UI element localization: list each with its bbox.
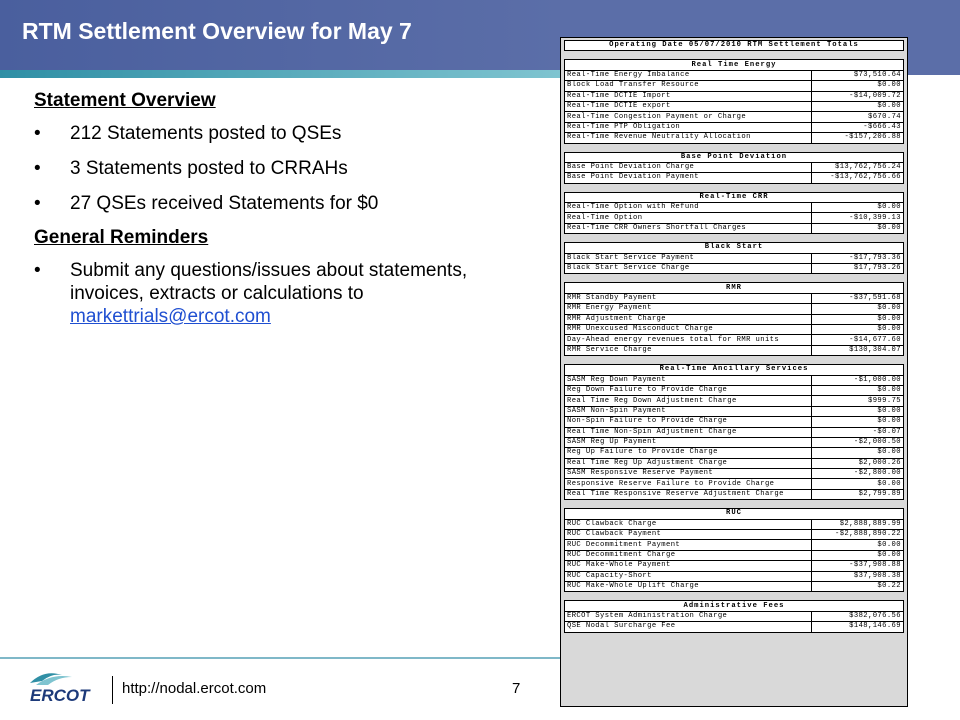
row-value: -$2,000.50 — [812, 437, 904, 447]
bullet-icon: • — [34, 158, 41, 179]
table-row — [565, 133, 904, 143]
footer-url[interactable]: http://nodal.ercot.com — [122, 680, 267, 697]
row-value: $0.00 — [812, 101, 904, 111]
table-row — [565, 479, 904, 489]
row-label: Real-Time DCTIE export — [565, 101, 812, 111]
spacer-row — [565, 234, 904, 243]
row-label: Day-Ahead energy revenues total for RMR units — [565, 335, 812, 345]
table-row — [565, 406, 904, 416]
row-label: Real-Time CRR Owners Shortfall Charges — [565, 223, 812, 233]
table-row — [565, 561, 904, 571]
table-row — [565, 324, 904, 334]
bullet-icon: • — [34, 193, 41, 214]
row-label: SASM Reg Down Payment — [565, 375, 812, 385]
section-header-row — [565, 60, 904, 70]
row-value: $0.00 — [812, 81, 904, 91]
row-label: RMR Service Charge — [565, 345, 812, 355]
row-label: Non-Spin Failure to Provide Charge — [565, 417, 812, 427]
row-value: $2,000.26 — [812, 458, 904, 468]
table-row — [565, 489, 904, 499]
row-value: $73,510.64 — [812, 70, 904, 80]
row-value: -$0.07 — [812, 427, 904, 437]
row-label: Base Point Deviation Payment — [565, 173, 812, 183]
table-row — [565, 385, 904, 395]
table-row — [565, 223, 904, 233]
row-label: Black Start Service Payment — [565, 253, 812, 263]
table-row — [565, 203, 904, 213]
row-label: Real Time Responsive Reserve Adjustment Charge — [565, 489, 812, 499]
row-value: $0.00 — [812, 223, 904, 233]
table-row — [565, 540, 904, 550]
row-label: Real-Time Energy Imbalance — [565, 70, 812, 80]
row-label: RMR Unexcused Misconduct Charge — [565, 324, 812, 334]
row-label: Real-Time Option — [565, 213, 812, 223]
table-row — [565, 458, 904, 468]
table-row — [565, 437, 904, 447]
row-value: -$2,888,890.22 — [812, 530, 904, 540]
row-label: RUC Make-Whole Payment — [565, 561, 812, 571]
section-header: Real-Time Ancillary Services — [565, 365, 904, 375]
table-row — [565, 530, 904, 540]
general-reminders-heading: General Reminders — [34, 227, 209, 248]
row-value: $0.00 — [812, 406, 904, 416]
table-row — [565, 519, 904, 529]
reminder-text: Submit any questions/issues about statements, invoices, extracts or calculations to — [70, 260, 468, 304]
row-value: $0.00 — [812, 550, 904, 560]
spacer-row — [565, 51, 904, 60]
footer-divider — [0, 657, 560, 659]
section-header: RUC — [565, 509, 904, 519]
row-label: Real Time Reg Up Adjustment Charge — [565, 458, 812, 468]
table-row — [565, 417, 904, 427]
logo-text: ERCOT — [30, 686, 90, 705]
row-label: Real-Time PTP Obligation — [565, 122, 812, 132]
row-label: QSE Nodal Surcharge Fee — [565, 622, 812, 632]
table-row — [565, 427, 904, 437]
row-value: $17,793.26 — [812, 264, 904, 274]
row-value: -$10,399.13 — [812, 213, 904, 223]
row-value: $999.75 — [812, 396, 904, 406]
row-value: $148,146.69 — [812, 622, 904, 632]
section-header: Administrative Fees — [565, 601, 904, 611]
section-header-row — [565, 192, 904, 202]
table-row — [565, 314, 904, 324]
spacer-row — [565, 356, 904, 365]
row-value: $670.74 — [812, 112, 904, 122]
row-value: $0.00 — [812, 448, 904, 458]
table-row — [565, 101, 904, 111]
row-value: $2,799.89 — [812, 489, 904, 499]
page-number: 7 — [512, 680, 521, 697]
ercot-logo — [22, 667, 102, 707]
page-title: RTM Settlement Overview for May 7 — [22, 18, 412, 44]
row-value: $382,076.56 — [812, 611, 904, 621]
table-row — [565, 162, 904, 172]
row-label: RUC Capacity-Short — [565, 571, 812, 581]
table-row — [565, 396, 904, 406]
table-row — [565, 70, 904, 80]
row-value: $0.00 — [812, 314, 904, 324]
row-label: Real-Time Congestion Payment or Charge — [565, 112, 812, 122]
row-value: -$37,591.68 — [812, 293, 904, 303]
table-title: Operating Date 05/07/2010 RTM Settlement Totals — [565, 41, 904, 51]
row-value: $2,888,889.99 — [812, 519, 904, 529]
row-label: Block Load Transfer Resource — [565, 81, 812, 91]
section-header-row — [565, 243, 904, 253]
row-label: SASM Responsive Reserve Payment — [565, 469, 812, 479]
row-value: -$1,000.00 — [812, 375, 904, 385]
table-row — [565, 448, 904, 458]
spacer-row — [565, 500, 904, 509]
table-row — [565, 293, 904, 303]
table-row — [565, 345, 904, 355]
row-label: Base Point Deviation Charge — [565, 162, 812, 172]
row-value: -$666.43 — [812, 122, 904, 132]
table-row — [565, 122, 904, 132]
list-item: • 3 Statements posted to CRRAHs — [34, 158, 348, 179]
table-row — [565, 304, 904, 314]
list-item: • 212 Statements posted to QSEs — [34, 123, 342, 144]
table-row — [565, 469, 904, 479]
row-value: -$37,908.88 — [812, 561, 904, 571]
settlement-totals-table — [564, 40, 904, 633]
table-row — [565, 264, 904, 274]
spacer-row — [565, 143, 904, 152]
table-row — [565, 91, 904, 101]
row-value: -$157,206.88 — [812, 133, 904, 143]
list-item: • 27 QSEs received Statements for $0 — [34, 193, 379, 214]
table-row — [565, 550, 904, 560]
table-row — [565, 213, 904, 223]
section-header: Black Start — [565, 243, 904, 253]
row-label: Reg Up Failure to Provide Charge — [565, 448, 812, 458]
section-header: Real Time Energy — [565, 60, 904, 70]
row-value: -$14,009.72 — [812, 91, 904, 101]
bullet-icon: • — [34, 123, 41, 144]
spacer-row — [565, 183, 904, 192]
header-stripe — [0, 70, 560, 78]
row-value: $0.00 — [812, 304, 904, 314]
statement-overview-heading: Statement Overview — [34, 90, 216, 111]
table-row — [565, 112, 904, 122]
section-header: RMR — [565, 283, 904, 293]
section-header-row — [565, 601, 904, 611]
section-header-row — [565, 283, 904, 293]
section-header-row — [565, 365, 904, 375]
row-value: $0.22 — [812, 581, 904, 591]
table-row — [565, 173, 904, 183]
table-row — [565, 622, 904, 632]
row-label: Real-Time Revenue Neutrality Allocation — [565, 133, 812, 143]
row-label: SASM Non-Spin Payment — [565, 406, 812, 416]
spacer-row — [565, 592, 904, 601]
main-content — [34, 90, 534, 340]
table-row — [565, 581, 904, 591]
table-row — [565, 571, 904, 581]
section-header-row — [565, 509, 904, 519]
row-value: $0.00 — [812, 324, 904, 334]
row-value: $0.00 — [812, 479, 904, 489]
section-header: Real-Time CRR — [565, 192, 904, 202]
row-label: RUC Clawback Payment — [565, 530, 812, 540]
row-label: SASM Reg Up Payment — [565, 437, 812, 447]
section-header-row — [565, 152, 904, 162]
row-label: ERCOT System Administration Charge — [565, 611, 812, 621]
row-label: RUC Decommitment Charge — [565, 550, 812, 560]
row-value: -$2,800.00 — [812, 469, 904, 479]
row-value: $130,304.07 — [812, 345, 904, 355]
row-value: $0.00 — [812, 385, 904, 395]
footer-separator — [112, 676, 113, 704]
row-label: RUC Decommitment Payment — [565, 540, 812, 550]
row-label: RMR Adjustment Charge — [565, 314, 812, 324]
list-item — [34, 259, 534, 328]
row-label: Real-Time DCTIE Import — [565, 91, 812, 101]
row-label: Real Time Non-Spin Adjustment Charge — [565, 427, 812, 437]
row-value: $37,908.38 — [812, 571, 904, 581]
settlement-table-panel — [560, 37, 908, 707]
row-label: RMR Energy Payment — [565, 304, 812, 314]
row-value: $0.00 — [812, 417, 904, 427]
row-label: Real-Time Option with Refund — [565, 203, 812, 213]
bullet-icon: • — [34, 260, 41, 281]
row-value: $0.00 — [812, 203, 904, 213]
row-value: $13,762,756.24 — [812, 162, 904, 172]
email-link[interactable]: markettrials@ercot.com — [70, 306, 271, 327]
row-value: -$14,677.60 — [812, 335, 904, 345]
row-label: Real Time Reg Down Adjustment Charge — [565, 396, 812, 406]
row-value: -$13,762,756.66 — [812, 173, 904, 183]
spacer-row — [565, 274, 904, 283]
table-row — [565, 375, 904, 385]
row-label: RUC Make-Whole Uplift Charge — [565, 581, 812, 591]
table-title-row — [565, 41, 904, 51]
row-label: Reg Down Failure to Provide Charge — [565, 385, 812, 395]
row-label: RMR Standby Payment — [565, 293, 812, 303]
table-row — [565, 81, 904, 91]
table-row — [565, 611, 904, 621]
table-row — [565, 253, 904, 263]
section-header: Base Point Deviation — [565, 152, 904, 162]
row-label: Responsive Reserve Failure to Provide Charge — [565, 479, 812, 489]
row-label: RUC Clawback Charge — [565, 519, 812, 529]
table-row — [565, 335, 904, 345]
row-value: -$17,793.36 — [812, 253, 904, 263]
row-value: $0.00 — [812, 540, 904, 550]
row-label: Black Start Service Charge — [565, 264, 812, 274]
